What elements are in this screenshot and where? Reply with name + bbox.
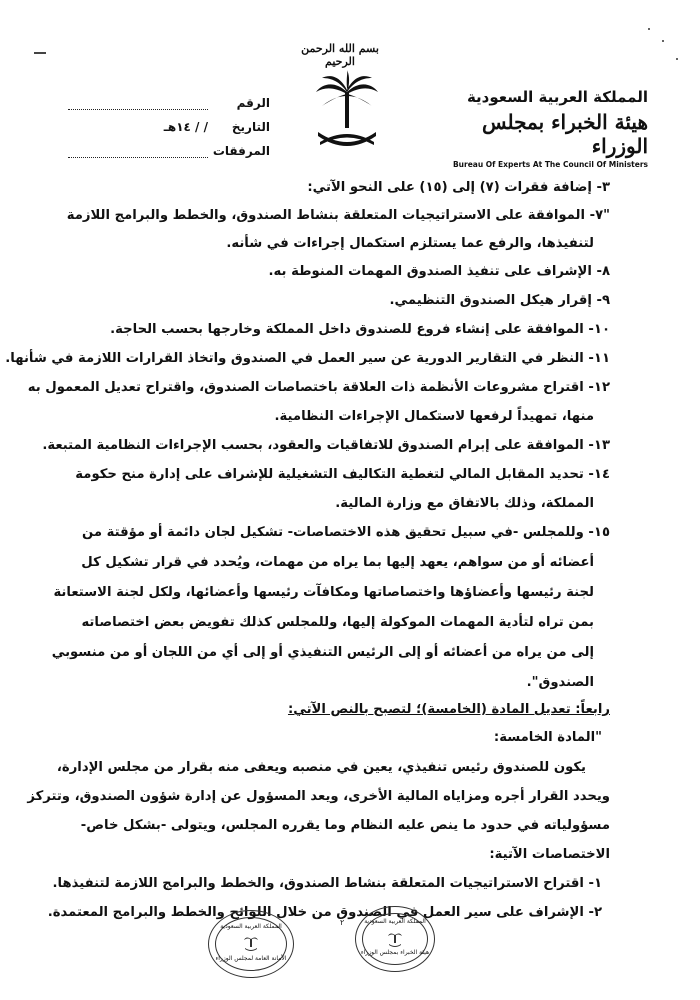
text-line: ١٤- تحديد المقابل المالي لتغطية التكاليف التشغيلية للإشراف على إدارة منح حكومة: [75, 467, 610, 482]
bureau-name-english: Bureau Of Experts At The Council Of Ministers: [452, 160, 648, 169]
text-line: لتنفيذها، والرفع عما يستلزم استكمال إجراءات في شأنه.: [226, 236, 594, 251]
scan-speck: [676, 58, 678, 60]
text-line: ١٢- اقتراح مشروعات الأنظمة ذات العلاقة باختصاصات الصندوق، واقتراح تعديل المعمول به: [27, 380, 610, 395]
attachments-field: [60, 134, 270, 158]
scan-speck: [648, 28, 650, 30]
stamp-left-subtext: الأمانة العامة لمجلس الوزراء: [215, 955, 287, 962]
text-line: بمن تراه لتأدية المهمات الموكولة إليها، وللمجلس كذلك تفويض بعض اختصاصاته: [81, 615, 594, 630]
text-line: ٣- إضافة فقرات (٧) إلى (١٥) على النحو الآتي:: [307, 180, 610, 195]
text-line: إلى من يراه من أعضائه أو إلى الرئيس التنفيذي أو إلى أي من اللجان أو من منسوبي: [51, 645, 594, 660]
text-line: الصندوق".: [526, 675, 594, 690]
text-line: مسؤولياته في حدود ما ينص عليه النظام وما يقرره المجلس، ويتولى -بشكل خاص-: [80, 818, 610, 833]
official-stamp-left: [208, 910, 294, 978]
text-line: منها، تمهيداً لرفعها لاستكمال الإجراءات النظامية.: [274, 409, 594, 424]
saudi-emblem-icon: [312, 70, 382, 156]
bureau-name-arabic: هيئة الخبراء بمجلس الوزراء: [481, 110, 648, 158]
section-heading: رابعاً: تعديل المادة (الخامسة)؛ لتصبح بالنص الآتي:: [287, 702, 610, 717]
text-line: ١٥- وللمجلس -في سبيل تحقيق هذه الاختصاصات- تشكيل لجان دائمة أو مؤقتة من: [81, 525, 610, 540]
number-field: [60, 86, 270, 110]
text-line: ويحدد القرار أجره ومزاياه المالية الأخرى، ويعد المسؤول عن إدارة شؤون الصندوق، وتتركز: [27, 789, 610, 804]
text-line: أعضائه أو من سواهم، يعهد إليها بما يراه من مهمات، ويُحدد في قرار تشكيل كل: [81, 555, 594, 570]
text-line: يكون للصندوق رئيس تنفيذي، يعين في منصبه ويعفى منه بقرار من مجلس الإدارة،: [56, 760, 586, 775]
country-name: المملكة العربية السعودية: [466, 88, 648, 106]
stamp-right-text: المملكة العربية السعودية: [364, 918, 426, 925]
organization-header: [438, 88, 648, 169]
number-line: [68, 95, 208, 110]
text-line: المملكة، وذلك بالاتفاق مع وزارة المالية.: [335, 496, 594, 511]
text-line: ١- اقتراح الاستراتيجيات المتعلقة بنشاط الصندوق، والخطط والبرامج اللازمة لتنفيذها.: [52, 876, 602, 891]
official-stamp-right: [355, 906, 435, 972]
text-line: ٢- الإشراف على سير العمل في الصندوق من خلال اللوائح والخطط والبرامج المعتمدة.: [47, 905, 602, 920]
scan-speck: [662, 40, 664, 42]
text-line: لجنة رئيسها وأعضاؤها واختصاصاتها ومكافآت رئيسها وأعضائها، ولكل لجنة الاستعانة: [53, 585, 594, 600]
page-number: ٢: [340, 918, 345, 927]
scan-mark: [34, 52, 46, 54]
text-line: ٩- إقرار هيكل الصندوق التنظيمي.: [389, 293, 610, 308]
text-line: الاختصاصات الآتية:: [489, 847, 610, 862]
date-label: التاريخ: [231, 120, 270, 134]
number-label: الرقم: [236, 96, 270, 110]
text-line: ١٣- الموافقة على إبرام الصندوق للاتفاقيات والعقود، بحسب الإجراءات النظامية المتبعة.: [42, 438, 610, 453]
stamp-right-subtext: هيئة الخبراء بمجلس الوزراء: [360, 949, 430, 956]
text-line: ١١- النظر في التقارير الدورية عن سير العمل في الصندوق واتخاذ القرارات اللازمة في شأنها.: [5, 351, 610, 366]
basmala: بسم الله الرحمن الرحيم: [301, 42, 379, 68]
palm-swords-icon: [244, 935, 258, 951]
date-field: [60, 110, 270, 134]
article-title: "المادة الخامسة:: [493, 730, 602, 745]
text-line: ٨- الإشراف على تنفيذ الصندوق المهمات المنوطة به.: [268, 264, 610, 279]
attachments-label: المرفقات: [212, 144, 270, 158]
attachments-line: [68, 143, 208, 158]
text-line: ١٠- الموافقة على إنشاء فروع للصندوق داخل المملكة وخارجها بحسب الحاجة.: [110, 322, 610, 337]
date-value: / / ١٤هـ: [163, 120, 208, 134]
text-line: "٧- الموافقة على الاستراتيجيات المتعلقة بنشاط الصندوق، والخطط والبرامج اللازمة: [66, 208, 610, 223]
stamp-left-text: المملكة العربية السعودية: [220, 923, 282, 930]
reference-fields: [60, 86, 270, 158]
palm-swords-icon: [388, 931, 402, 947]
